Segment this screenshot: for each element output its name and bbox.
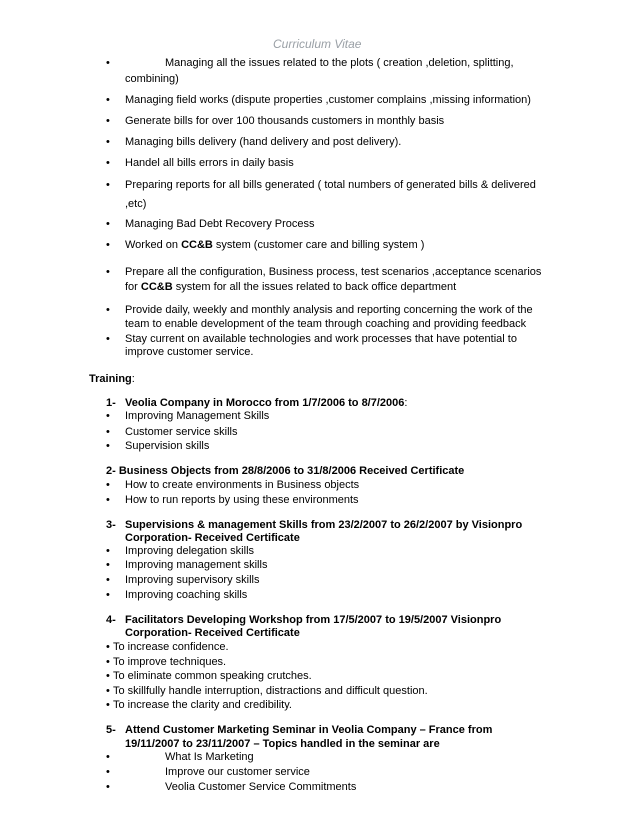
bullet bbox=[106, 410, 110, 423]
bullet bbox=[106, 239, 110, 252]
bullet bbox=[106, 641, 110, 654]
list-item: Improving management skills bbox=[125, 559, 268, 571]
duty-item: Provide daily, weekly and monthly analysis and reporting concerning the work of the bbox=[125, 304, 533, 316]
bullet bbox=[106, 157, 110, 170]
bullet bbox=[106, 559, 110, 572]
list-item: Customer service skills bbox=[125, 426, 238, 438]
bullet bbox=[106, 751, 110, 764]
duty-item-cont: for CC&B system for all the issues related to back office department bbox=[125, 281, 457, 293]
bullet bbox=[106, 479, 110, 492]
list-item: Improving coaching skills bbox=[125, 589, 248, 601]
list-item: Supervision skills bbox=[125, 440, 210, 452]
duty-item-cont: improve customer service. bbox=[125, 346, 254, 358]
bullet bbox=[106, 545, 110, 558]
bullet bbox=[106, 179, 110, 192]
section-title: Veolia Company in Morocco from 1/7/2006 to 8/7/2006: bbox=[125, 397, 408, 409]
duty-item: Managing Bad Debt Recovery Process bbox=[125, 218, 315, 230]
section-title-cont: Corporation- Received Certificate bbox=[125, 532, 300, 544]
duty-item-cont: team to enable development of the team through coaching and providing feedback bbox=[125, 318, 527, 330]
bullet bbox=[106, 136, 110, 149]
list-item: Improving supervisory skills bbox=[125, 574, 260, 586]
bullet bbox=[106, 699, 110, 712]
list-item: To eliminate common speaking crutches. bbox=[113, 670, 312, 682]
list-item: Improving Management Skills bbox=[125, 410, 270, 422]
bullet bbox=[106, 266, 110, 279]
bullet bbox=[106, 766, 110, 779]
section-title: Facilitators Developing Workshop from 17/5/2007 to 19/5/2007 Visionpro bbox=[125, 614, 502, 626]
duty-item-cont: ,etc) bbox=[125, 198, 147, 210]
list-item: Improving delegation skills bbox=[125, 545, 255, 557]
section-title: Supervisions & management Skills from 23/2/2007 to 26/2/2007 by Visionpro bbox=[125, 519, 523, 531]
duty-item-cont: combining) bbox=[125, 73, 179, 85]
bullet bbox=[106, 494, 110, 507]
bullet bbox=[106, 57, 110, 70]
bullet bbox=[106, 685, 110, 698]
section-title: 2- Business Objects from 28/8/2006 to 31/8/2006 Received Certificate bbox=[106, 465, 465, 477]
list-item: What Is Marketing bbox=[165, 751, 254, 763]
bullet bbox=[106, 333, 110, 346]
section-number: 3- bbox=[106, 519, 116, 531]
list-item: To improve techniques. bbox=[113, 656, 227, 668]
page-header: Curriculum Vitae bbox=[273, 37, 362, 51]
list-item: To skillfully handle interruption, distractions and difficult question. bbox=[113, 685, 428, 697]
list-item: To increase the clarity and credibility. bbox=[113, 699, 292, 711]
bullet bbox=[106, 656, 110, 669]
bullet bbox=[106, 94, 110, 107]
bullet bbox=[106, 115, 110, 128]
bullet bbox=[106, 304, 110, 317]
duty-item: Managing all the issues related to the plots ( creation ,deletion, splitting, bbox=[165, 57, 514, 69]
section-title: Attend Customer Marketing Seminar in Veolia Company – France from bbox=[125, 724, 493, 736]
duty-item: Stay current on available technologies and work processes that have potential to bbox=[125, 333, 517, 345]
duty-item: Managing field works (dispute properties ,customer complains ,missing information) bbox=[125, 94, 531, 106]
bullet bbox=[106, 426, 110, 439]
list-item: How to run reports by using these environments bbox=[125, 494, 359, 506]
bullet bbox=[106, 574, 110, 587]
bullet bbox=[106, 440, 110, 453]
bullet bbox=[106, 781, 110, 794]
section-title-cont: Corporation- Received Certificate bbox=[125, 627, 300, 639]
section-number: 1- bbox=[106, 397, 116, 409]
section-number: 5- bbox=[106, 724, 116, 736]
duty-item: Preparing reports for all bills generated ( total numbers of generated bills & delivered bbox=[125, 179, 536, 191]
bullet bbox=[106, 218, 110, 231]
list-item: How to create environments in Business objects bbox=[125, 479, 360, 491]
duty-item: Prepare all the configuration, Business process, test scenarios ,acceptance scenarios bbox=[125, 266, 542, 278]
duty-item: Managing bills delivery (hand delivery and post delivery). bbox=[125, 136, 402, 148]
list-item: Veolia Customer Service Commitments bbox=[165, 781, 357, 793]
training-heading: Training: bbox=[89, 373, 135, 385]
duty-item: Handel all bills errors in daily basis bbox=[125, 157, 294, 169]
duty-item: Generate bills for over 100 thousands customers in monthly basis bbox=[125, 115, 445, 127]
section-title-cont: 19/11/2007 to 23/11/2007 – Topics handled in the seminar are bbox=[125, 738, 440, 750]
section-number: 4- bbox=[106, 614, 116, 626]
list-item: Improve our customer service bbox=[165, 766, 310, 778]
bullet bbox=[106, 670, 110, 683]
duty-item: Worked on CC&B system (customer care and billing system ) bbox=[125, 239, 425, 251]
list-item: To increase confidence. bbox=[113, 641, 229, 653]
bullet bbox=[106, 589, 110, 602]
